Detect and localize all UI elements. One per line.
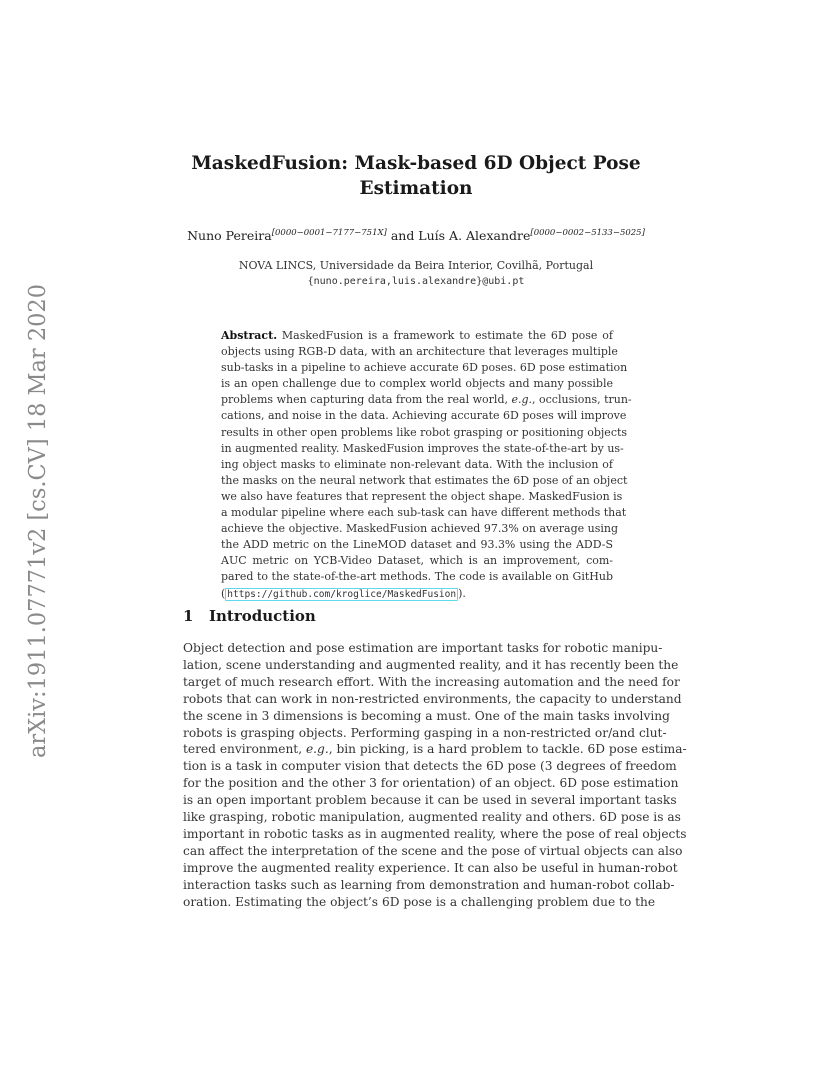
abstract-line: Abstract. MaskedFusion is a framework to estimate the 6D pose of <box>221 329 614 342</box>
abstract-line: is an open challenge due to complex world objects and many possible <box>221 377 613 391</box>
abstract-line: we also have features that represent the object shape. MaskedFusion is <box>221 489 623 503</box>
abstract-line: achieve the objective. MaskedFusion achieved 97.3% on average using <box>221 522 618 536</box>
arxiv-identifier-text: arXiv:1911.07771v2 [cs.CV] 18 Mar 2020 <box>23 282 51 758</box>
affiliation: NOVA LINCS, Universidade da Beira Interior, Covilhã, Portugal <box>238 259 594 272</box>
abstract-line: objects using RGB-D data, with an architecture that leverages multiple <box>221 345 618 359</box>
abstract-line: AUC metric on YCB-Video Dataset, which is an improvement, com- <box>221 554 613 568</box>
title-line-1: MaskedFusion: Mask-based 6D Object Pose <box>191 153 641 174</box>
abstract-line: ( https://github.com/kroglice/MaskedFusion ). <box>221 586 466 600</box>
author-emails[interactable]: {nuno.pereira,luis.alexandre}@ubi.pt <box>307 276 525 287</box>
body-line: is an open important problem because it can be used in several important tasks <box>183 793 677 808</box>
body-line: tered environment, e.g., bin picking, is a hard problem to tackle. 6D pose estima- <box>183 742 687 757</box>
abstract <box>221 328 632 603</box>
section-heading <box>183 607 316 625</box>
author-list <box>130 228 702 243</box>
body-line: Object detection and pose estimation are important tasks for robotic manipu- <box>183 641 663 655</box>
author-2-orcid: [0000−0002−5133−5025] <box>530 228 645 238</box>
author-1-orcid: [0000−0001−7177−751X] <box>271 228 387 238</box>
author-1-name: Nuno Pereira <box>187 228 272 243</box>
title-line-2: Estimation <box>359 178 473 199</box>
abstract-line: cations, and noise in the data. Achieving accurate 6D poses will improve <box>221 409 627 423</box>
body-line: important in robotic tasks as in augmented reality, where the pose of real objects <box>183 826 687 841</box>
abstract-line: results in other open problems like robot grasping or positioning objects <box>221 425 628 439</box>
abstract-line: the masks on the neural network that estimates the 6D pose of an object <box>221 473 628 487</box>
abstract-line: pared to the state-of-the-art methods. The code is available on GitHub <box>221 570 613 584</box>
body-line: robots is grasping objects. Performing gasping in a non-restricted or/and clut- <box>183 725 667 740</box>
abstract-line: a modular pipeline where each sub-task can have different methods that <box>221 506 627 520</box>
body-line: tion is a task in computer vision that detects the 6D pose (3 degrees of freedom <box>183 759 677 774</box>
abstract-line: the ADD metric on the LineMOD dataset and 93.3% using the ADD-S <box>221 538 613 552</box>
abstract-line: ing object masks to eliminate non-relevant data. With the inclusion of <box>221 457 613 471</box>
section-number: 1 <box>183 607 194 625</box>
paper-title <box>150 151 682 201</box>
body-line: can affect the interpretation of the scene and the pose of virtual objects can also <box>183 843 683 858</box>
body-line: robots that can work in non-restricted environments, the capacity to understand <box>183 691 682 706</box>
abstract-line: in augmented reality. MaskedFusion improves the state-of-the-art by us- <box>221 441 624 455</box>
section-title: Introduction <box>209 607 316 625</box>
author-2-name: and Luís A. Alexandre <box>386 228 531 243</box>
introduction-paragraph <box>183 640 687 911</box>
abstract-label: Abstract. <box>221 329 278 342</box>
github-link[interactable]: https://github.com/kroglice/MaskedFusion <box>227 588 457 600</box>
body-line: like grasping, robotic manipulation, augmented reality and others. 6D pose is as <box>183 810 681 825</box>
affiliation-block <box>160 258 672 290</box>
body-line: target of much research effort. With the increasing automation and the need for <box>183 674 680 689</box>
body-line: the scene in 3 dimensions is becoming a must. One of the main tasks involving <box>183 708 670 723</box>
body-line: interaction tasks such as learning from demonstration and human-robot collab- <box>183 877 675 892</box>
body-line: lation, scene understanding and augmented reality, and it has recently been the <box>183 657 679 672</box>
arxiv-identifier-stamp <box>22 282 52 760</box>
body-line: improve the augmented reality experience. It can also be useful in human-robot <box>183 860 678 875</box>
abstract-line: sub-tasks in a pipeline to achieve accurate 6D poses. 6D pose estimation <box>221 361 628 375</box>
abstract-line: problems when capturing data from the real world, e.g., occlusions, trun- <box>221 393 632 407</box>
body-line: for the position and the other 3 for orientation) of an object. 6D pose estimation <box>183 776 679 791</box>
body-line: oration. Estimating the object’s 6D pose is a challenging problem due to the <box>183 894 656 909</box>
